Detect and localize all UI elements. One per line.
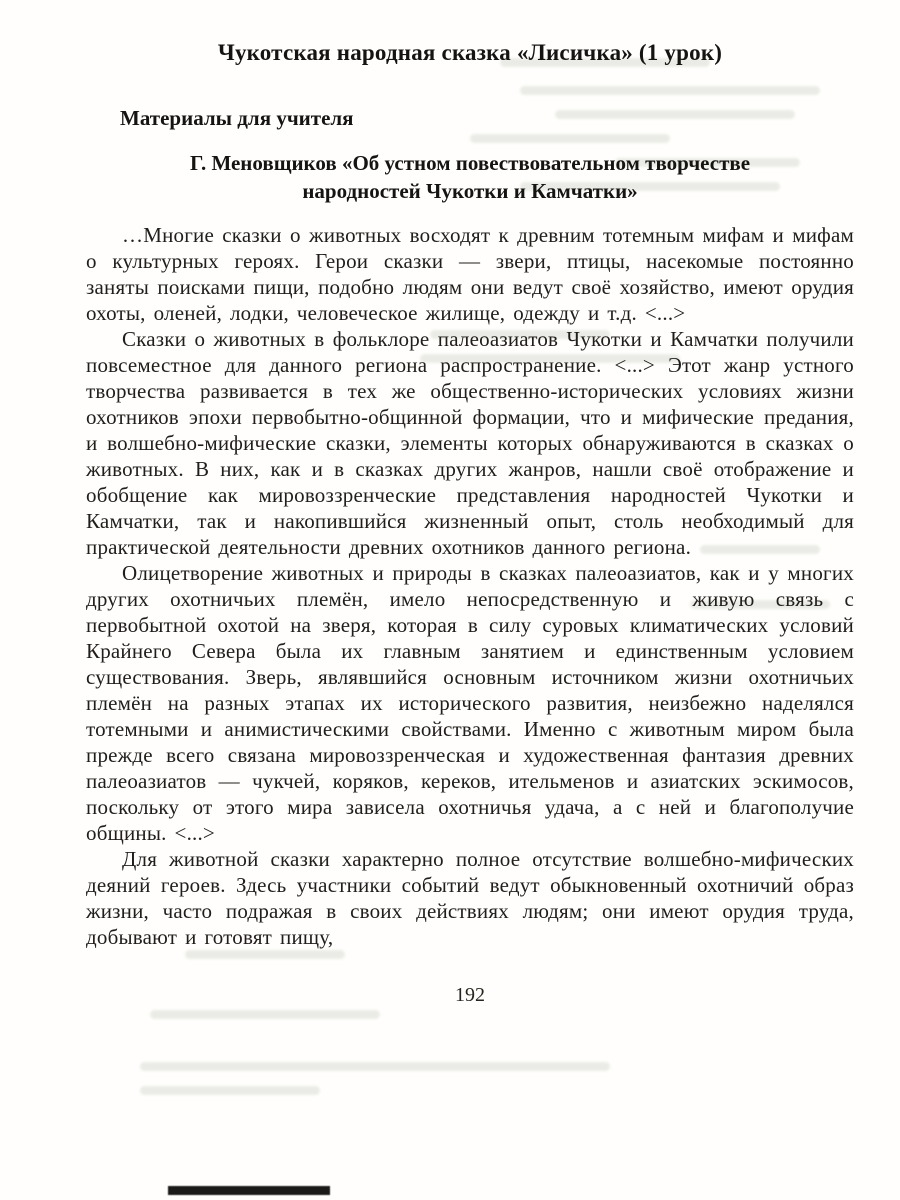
article-body: [86, 222, 854, 950]
paragraph: …Многие сказки о животных восходят к древним тотемным мифам и мифам о культурных героях. Герои сказки — звери, птицы, насекомые постоянно заняты поисками пищи, подобно людям они ведут своё хозяйство, имеют орудия охоты, оленей, лодки, человеческое жилище, одежду и т.д. <...>: [86, 222, 854, 325]
page-number: 192: [455, 983, 485, 1006]
paragraph: Сказки о животных в фольклоре палеоазиатов Чукотки и Камчатки получили повсеместное для данного региона распространение. <...> Этот жанр устного творчества развивается в тех же общественно-исторических условиях жизни охотников эпохи первобытно-общинной формации, что и мифические предания, и волшебно-мифические сказки, элементы которых обнаруживаются в сказках о животных. В них, как и в сказках других жанров, нашли своё отображение и обобщение как мировоззренческие представления народностей Чукотки и Камчатки, так и накопившийся жизненный опыт, столь необходимый для практической деятельности древних охотников данного региона.: [86, 326, 854, 559]
bleedthrough-line: [150, 1010, 380, 1019]
page-title: Чукотская народная сказка «Лисичка» (1 урок): [217, 40, 723, 65]
bleedthrough-line: [140, 1062, 610, 1071]
paragraph: Для животной сказки характерно полное отсутствие волшебно-мифических деяний героев. Здесь участники событий ведут обыкновенный охотничий образ жизни, часто подражая в своих действиях людям; они имеют орудия труда, добывают и готовят пищу,: [86, 846, 854, 949]
section-heading: Г. Меновщиков «Об устном повествовательном творчестве народностей Чукотки и Камчатки»: [189, 151, 751, 204]
paragraph: Олицетворение животных и природы в сказках палеоазиатов, как и у многих других охотничьих племён, имело непосредственную и живую связь с первобытной охотой на зверя, которая в силу суровых климатических условий Крайнего Севера была их главным занятием и единственным условием существования. Зверь, являвшийся основным источником жизни охотничьих племён на разных этапах их исторического развития, неизбежно наделялся тотемными и анимистическими свойствами. Именно с животным миром была прежде всего связана мировоззренческая и художественная фантазия древних палеоазиатов — чукчей, коряков, кереков, ительменов и азиатских эскимосов, поскольку от этого мира зависела охотничья удача, а с ней и благополучие общины. <...>: [86, 560, 854, 845]
scan-edge-artifact: [168, 1186, 330, 1195]
materials-subtitle: Материалы для учителя: [120, 106, 354, 130]
bleedthrough-line: [140, 1086, 320, 1095]
